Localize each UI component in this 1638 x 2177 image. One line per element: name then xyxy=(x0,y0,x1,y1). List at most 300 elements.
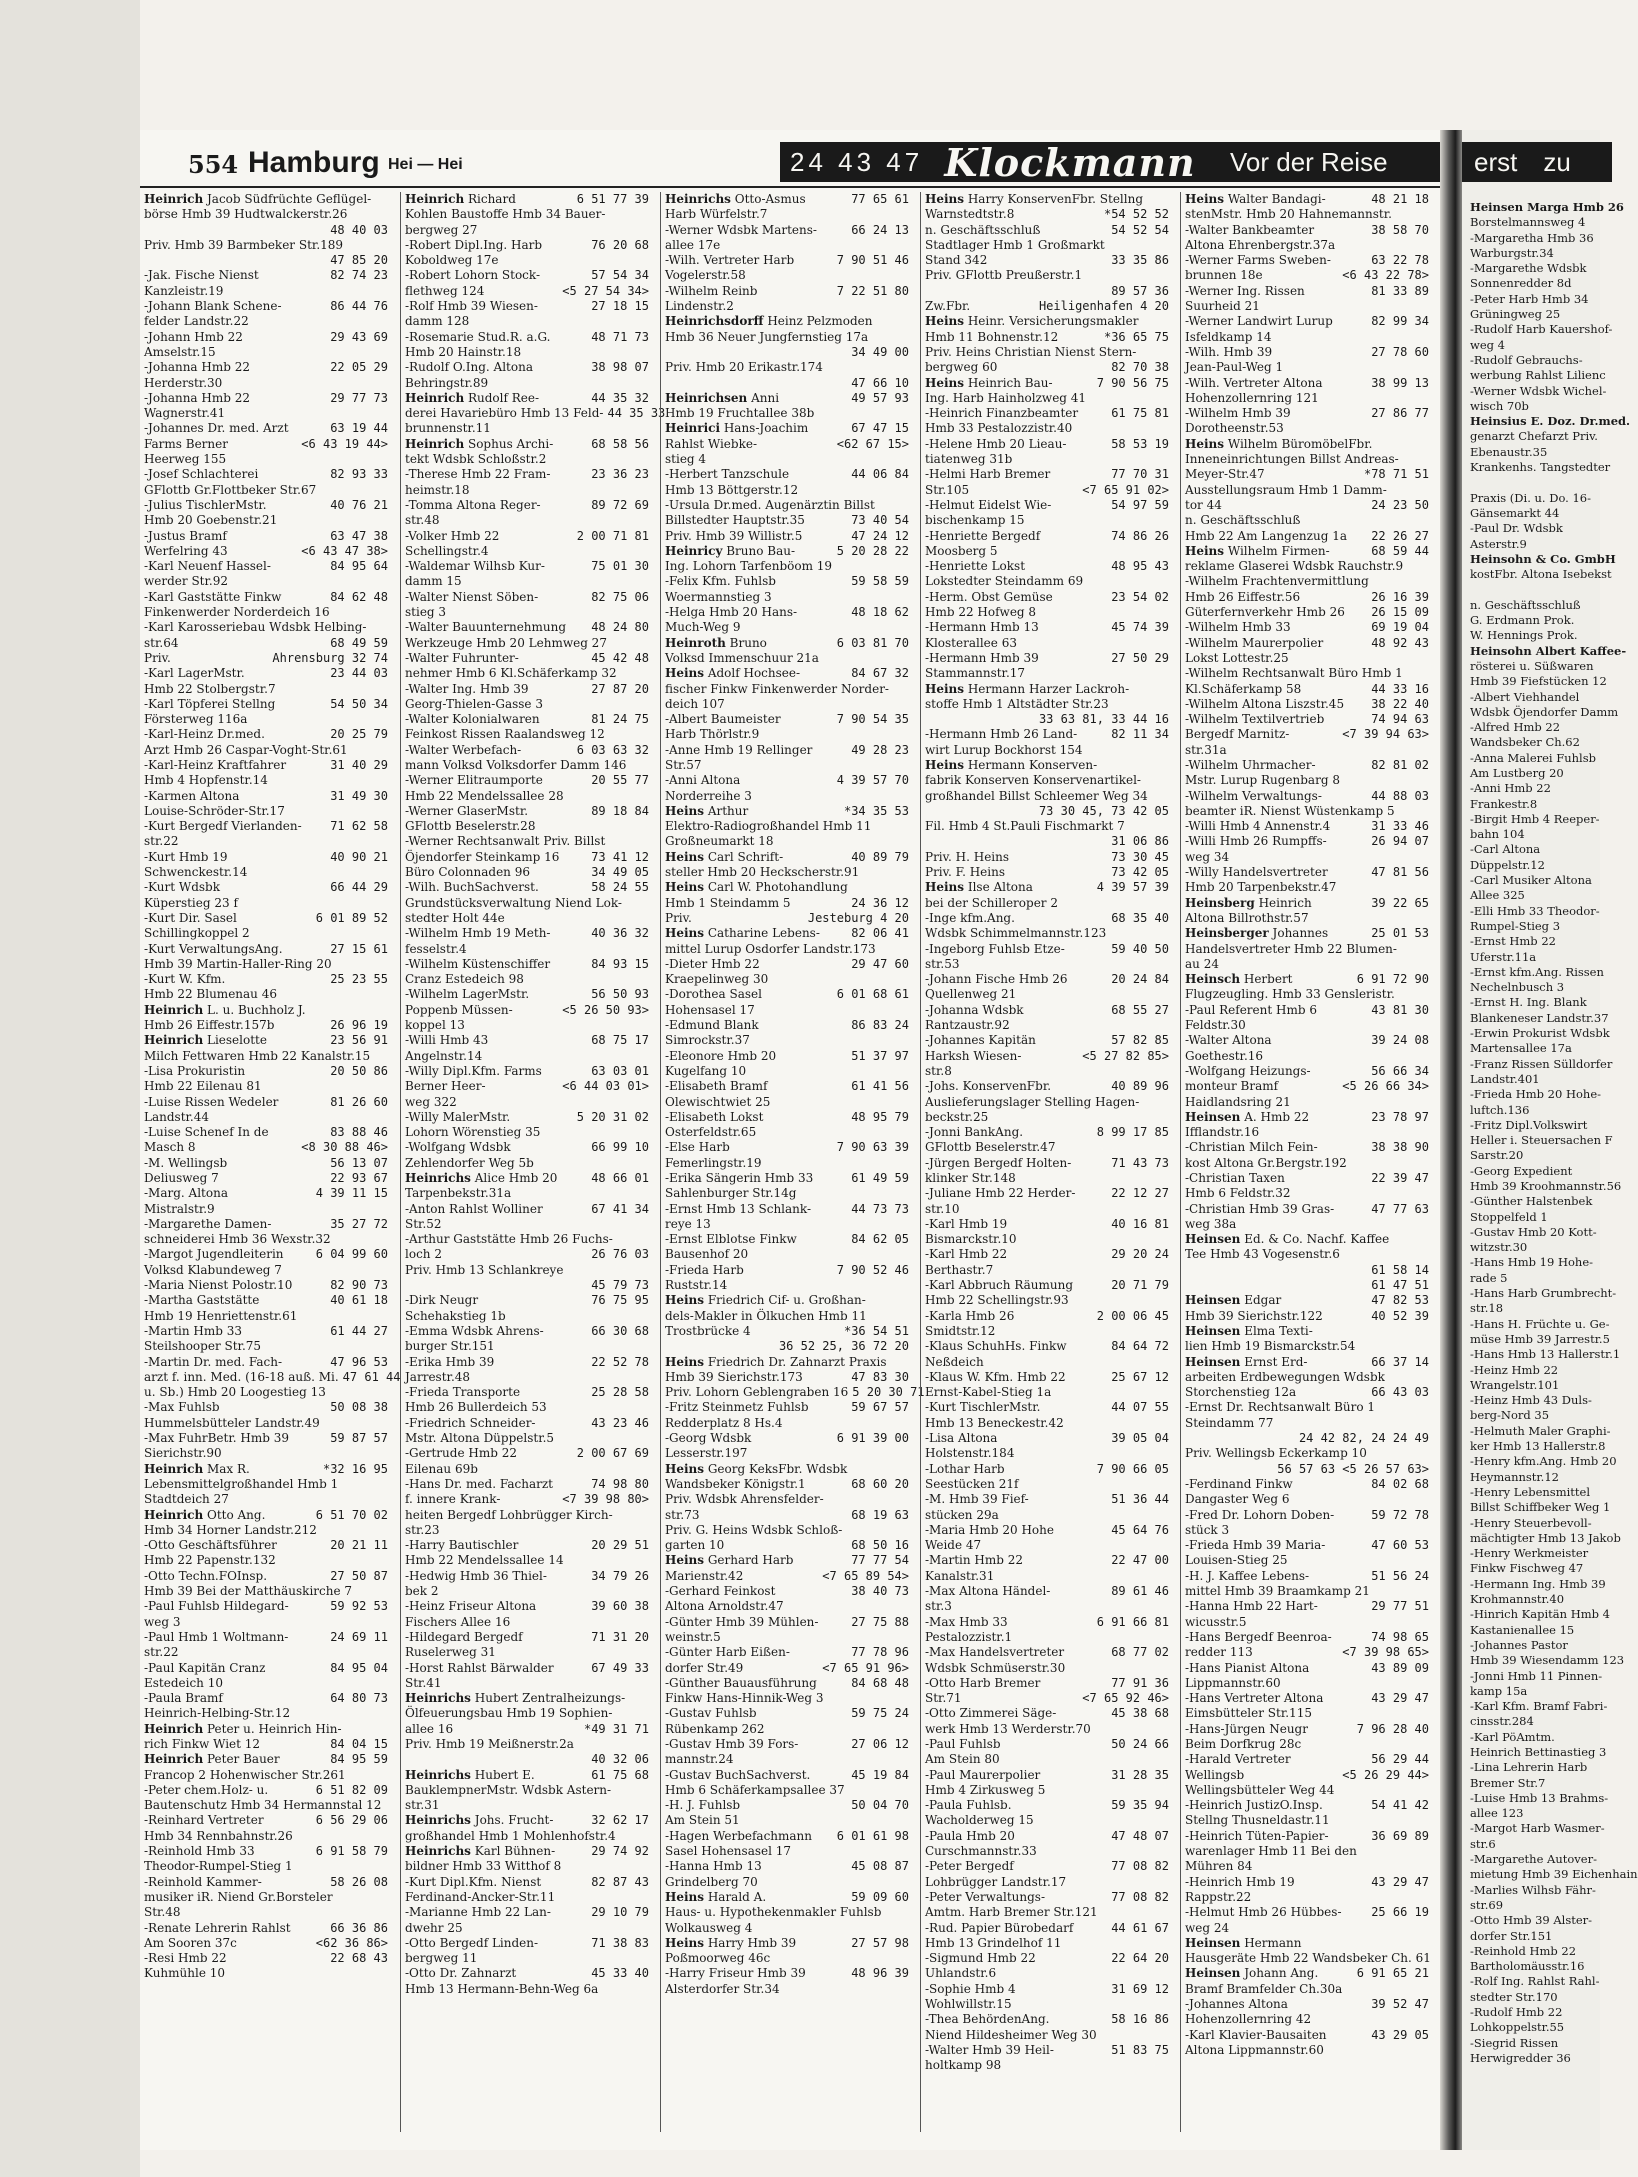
directory-entry-line xyxy=(140,1400,390,1415)
directory-entry-line xyxy=(140,1064,390,1079)
phone-number: 71 31 20 xyxy=(591,1629,649,1644)
next-page-line: Nechelnbusch 3 xyxy=(1470,980,1565,995)
phone-number: 31 28 35 xyxy=(1111,1767,1169,1782)
entry-text: -Werner Ing. Rissen xyxy=(1185,283,1305,298)
phone-number xyxy=(1425,880,1429,895)
phone-number: 7 96 28 40 xyxy=(1356,1721,1429,1736)
phone-number xyxy=(1165,1477,1169,1492)
phone-number xyxy=(1165,636,1169,651)
entry-text: -Sigmund Hmb 22 xyxy=(925,1951,1036,1966)
entry-text: -Ingeborg Fuhlsb Etze- xyxy=(925,941,1065,956)
directory-entry-line xyxy=(401,1691,651,1706)
entry-text: Hmb 20 Tarpenbekstr.47 xyxy=(1185,880,1337,895)
phone-number xyxy=(1165,1997,1169,2012)
entry-text: Hmb 36 Neuer Jungfernstieg 17a xyxy=(665,329,869,344)
phone-number: *49 31 71 xyxy=(583,1721,649,1736)
phone-number xyxy=(905,1630,909,1645)
phone-number xyxy=(384,574,388,589)
banner-slogan: Vor der Reise xyxy=(1230,146,1388,177)
entry-text: -Wilhelm LagerMstr. xyxy=(405,987,530,1002)
directory-entry-line xyxy=(921,1293,1171,1308)
phone-number: 63 47 38 xyxy=(330,528,388,543)
entry-text: Kanzleistr.19 xyxy=(144,283,224,298)
phone-number xyxy=(905,1492,909,1507)
directory-entry-line xyxy=(401,1890,651,1905)
entry-text: Heinrich Richard xyxy=(405,192,516,206)
phone-number: <5 26 66 34> xyxy=(1342,1079,1429,1094)
directory-entry-line xyxy=(661,1018,911,1033)
phone-number xyxy=(1431,1951,1435,1966)
directory-entry-line xyxy=(401,727,651,742)
entry-text: Altona Lippmannstr.60 xyxy=(1185,2042,1324,2057)
phone-number: 6 01 61 98 xyxy=(836,1828,909,1843)
directory-entry-line xyxy=(921,1966,1171,1981)
phone-number xyxy=(1165,819,1169,834)
phone-number xyxy=(1165,2058,1169,2073)
next-page-line: -Hans Harb Grumbrecht- xyxy=(1470,1286,1617,1301)
phone-number: 2 00 06 45 xyxy=(1096,1308,1169,1323)
phone-number xyxy=(1425,1247,1429,1262)
directory-entry-line xyxy=(140,1859,390,1874)
directory-entry-line xyxy=(1181,1538,1431,1553)
directory-entry-line xyxy=(401,192,651,207)
directory-entry-line xyxy=(1181,2012,1431,2027)
phone-number xyxy=(645,834,649,849)
column-3 xyxy=(660,192,925,2132)
directory-entry-line xyxy=(661,1538,911,1553)
entry-text: Rübenkamp 262 xyxy=(665,1721,765,1736)
entry-text: -Johannes Altona xyxy=(1185,1997,1288,2012)
directory-entry-line xyxy=(401,682,651,697)
entry-text: -Harald Vertreter xyxy=(1185,1752,1291,1767)
entry-text: Schellingstr.4 xyxy=(405,543,489,558)
entry-text: Hmb 22 Am Langenzug 1a xyxy=(1185,528,1347,543)
phone-number: <8 30 88 46> xyxy=(301,1140,388,1155)
phone-number xyxy=(645,697,649,712)
entry-text: Lokstedter Steindamm 69 xyxy=(925,574,1084,589)
entry-text: -Karl Neuenf Hassel- xyxy=(144,559,271,574)
entry-text: Grindelberg 70 xyxy=(665,1874,758,1889)
entry-text: Ölfeuerungsbau Hmb 19 Sophien- xyxy=(405,1706,613,1721)
directory-entry-line xyxy=(1181,605,1431,620)
directory-entry-line xyxy=(1181,314,1431,329)
phone-number xyxy=(384,1385,388,1400)
phone-number xyxy=(905,406,909,421)
directory-entry-line xyxy=(661,238,911,253)
directory-entry-line xyxy=(140,544,390,559)
entry-text: -Hermann Hmb 39 xyxy=(925,650,1039,665)
entry-text: Mühren 84 xyxy=(1185,1859,1253,1874)
entry-text: Priv. Hmb 39 Barmbeker Str.189 xyxy=(144,237,344,252)
entry-text: Priv. Hmb 13 Schlankreye xyxy=(405,1262,564,1277)
phone-number xyxy=(645,1859,649,1874)
phone-number: 68 49 59 xyxy=(330,635,388,650)
entry-text: redder 113 xyxy=(1185,1645,1253,1660)
directory-entry-line xyxy=(140,223,390,238)
entry-text: Steilshooper Str.75 xyxy=(144,1339,262,1354)
next-page-line: -Hans Hmb 19 Hohe- xyxy=(1470,1255,1594,1270)
directory-entry-line xyxy=(661,284,911,299)
phone-number xyxy=(384,314,388,329)
directory-entry-line xyxy=(1181,1370,1431,1385)
phone-number: 66 44 29 xyxy=(330,880,388,895)
entry-text: -Kurt VerwaltungsAng. xyxy=(144,941,283,956)
phone-number xyxy=(645,207,649,222)
directory-entry-line xyxy=(140,1783,390,1798)
entry-text: -Wolfgang Wdsbk xyxy=(405,1140,511,1155)
phone-number: *36 65 75 xyxy=(1103,329,1169,344)
next-page-line: Billst Schiffbeker Weg 1 xyxy=(1470,1500,1611,1515)
entry-text: Hmb 26 Eiffestr.56 xyxy=(1185,589,1301,604)
directory-entry-line xyxy=(1181,1232,1431,1247)
directory-entry-line xyxy=(661,574,911,589)
phone-number xyxy=(384,1706,388,1721)
phone-number xyxy=(1165,896,1169,911)
directory-entry-line xyxy=(921,559,1171,574)
entry-text: -Reinhard Vertreter xyxy=(144,1813,264,1828)
phone-number xyxy=(1165,1263,1169,1278)
directory-entry-line xyxy=(661,1905,911,1920)
directory-entry-line xyxy=(140,1309,390,1324)
entry-range: Hei — Hei xyxy=(388,156,463,173)
phone-number xyxy=(1165,192,1169,207)
directory-entry-line xyxy=(401,1921,651,1936)
entry-text: -Karl-Heinz Dr.med. xyxy=(144,727,265,742)
entry-text: -Robert Lohorn Stock- xyxy=(405,268,540,283)
entry-text: Rappstr.22 xyxy=(1185,1889,1252,1904)
directory-entry-line xyxy=(921,1477,1171,1492)
entry-text: -Frieda Hmb 39 Maria- xyxy=(1185,1538,1326,1553)
directory-entry-line xyxy=(1181,636,1431,651)
entry-text: Hmb 22 Blumenau 46 xyxy=(144,987,277,1002)
phone-number: 7 90 66 05 xyxy=(1096,1461,1169,1476)
directory-entry-line xyxy=(921,1783,1171,1798)
phone-number xyxy=(645,1645,649,1660)
directory-entry-line xyxy=(921,299,1171,314)
entry-text: Priv. Hmb 20 Erikastr.174 xyxy=(665,360,823,375)
next-page-line: Heinsius E. Doz. Dr.med. xyxy=(1470,414,1631,429)
phone-number xyxy=(905,727,909,742)
phone-number xyxy=(905,1278,909,1293)
directory-entry-line xyxy=(140,1492,390,1507)
phone-number xyxy=(645,1125,649,1140)
directory-entry-line xyxy=(921,1829,1171,1844)
entry-text: -M. Wellingsb xyxy=(144,1155,228,1170)
entry-text: -Rud. Papier Bürobedarf xyxy=(925,1920,1074,1935)
phone-number xyxy=(905,819,909,834)
phone-number xyxy=(905,1599,909,1614)
entry-text: -Wilhelm Uhrmacher- xyxy=(1185,757,1316,772)
phone-number xyxy=(905,559,909,574)
directory-entry-line xyxy=(661,712,911,727)
entry-text: -Henriette Bergedf xyxy=(925,528,1041,543)
entry-text: Lokst Lottestr.25 xyxy=(1185,650,1289,665)
directory-entry-line xyxy=(1181,1783,1431,1798)
phone-number xyxy=(384,1202,388,1217)
entry-text: -Karl Hmb 22 xyxy=(925,1247,1008,1262)
next-page-line: -Helmuth Maler Graphi- xyxy=(1470,1423,1611,1438)
directory-entry-line xyxy=(921,345,1171,360)
entry-text: -Paula Fuhlsb. xyxy=(925,1798,1012,1813)
directory-entry-line xyxy=(140,1966,390,1981)
phone-number: 74 86 26 xyxy=(1111,528,1169,543)
next-page-line: mächtigter Hmb 13 Jakob xyxy=(1470,1530,1621,1545)
phone-number xyxy=(1165,345,1169,360)
entry-text: Werfelring 43 xyxy=(144,543,228,558)
directory-entry-line xyxy=(1181,1615,1431,1630)
directory-entry-line xyxy=(661,896,911,911)
next-banner-right: zu xyxy=(1543,146,1571,177)
directory-entry-line xyxy=(401,1844,651,1859)
phone-number xyxy=(1425,1339,1429,1354)
phone-number xyxy=(1165,1752,1169,1767)
phone-number: 47 85 20 xyxy=(330,253,388,268)
directory-entry-line xyxy=(140,926,390,941)
phone-number xyxy=(1165,1232,1169,1247)
directory-entry-line xyxy=(921,1400,1171,1415)
phone-number xyxy=(645,1523,649,1538)
directory-entry-line xyxy=(921,1844,1171,1859)
entry-text: Heins Gerhard Harb xyxy=(665,1553,794,1568)
phone-number: 24 69 11 xyxy=(330,1629,388,1644)
phone-number: 26 94 07 xyxy=(1371,834,1429,849)
entry-text: -Wolfgang Heizungs- xyxy=(1185,1063,1311,1078)
directory-entry-line xyxy=(401,1768,651,1783)
entry-text: brunnenstr.11 xyxy=(405,421,491,436)
phone-number: 39 22 65 xyxy=(1371,895,1429,910)
phone-number xyxy=(1425,1156,1429,1171)
phone-number xyxy=(1425,1553,1429,1568)
entry-text: str.22 xyxy=(144,1645,179,1660)
entry-text: -Wilhelm Verwaltungs- xyxy=(1185,788,1322,803)
directory-entry-line xyxy=(1181,1599,1431,1614)
entry-text: Hmb 26 Bullerdeich 53 xyxy=(405,1400,547,1415)
phone-number: 48 24 80 xyxy=(591,620,649,635)
entry-text: -Heinrich Hmb 19 xyxy=(1185,1874,1295,1889)
directory-entry-line xyxy=(140,284,390,299)
entry-text: arzt f. inn. Med. (16-18 auß. Mi. xyxy=(144,1369,339,1384)
phone-number xyxy=(384,1110,388,1125)
directory-entry-line xyxy=(401,437,651,452)
directory-entry-line xyxy=(661,544,911,559)
phone-number: 31 06 86 xyxy=(1111,834,1169,849)
directory-entry-line xyxy=(921,942,1171,957)
next-page-line: Grüningweg 25 xyxy=(1470,307,1561,322)
entry-text: stück 3 xyxy=(1185,1522,1230,1537)
phone-number: 75 01 30 xyxy=(591,559,649,574)
entry-text: str.10 xyxy=(925,1201,960,1216)
phone-number: 67 41 34 xyxy=(591,1201,649,1216)
phone-number xyxy=(1165,268,1169,283)
phone-number: 84 95 64 xyxy=(330,559,388,574)
entry-text: -Helene Hmb 20 Lieau- xyxy=(925,436,1067,451)
directory-entry-line xyxy=(661,1615,911,1630)
entry-text: -Hermann Hmb 13 xyxy=(925,620,1039,635)
phone-number xyxy=(1425,1492,1429,1507)
entry-text: -Dirk Neugr xyxy=(405,1293,479,1308)
directory-entry-line xyxy=(1181,1202,1431,1217)
directory-entry-line xyxy=(921,773,1171,788)
phone-number: 40 16 81 xyxy=(1111,1216,1169,1231)
directory-entry-line xyxy=(140,1202,390,1217)
entry-text: -Willy Handelsvertreter xyxy=(1185,865,1328,880)
phone-number xyxy=(1165,1905,1169,1920)
directory-entry-line xyxy=(1181,850,1431,865)
entry-text: loch 2 xyxy=(405,1247,442,1262)
directory-entry-line xyxy=(921,1064,1171,1079)
phone-number: 77 70 31 xyxy=(1111,467,1169,482)
directory-entry-line xyxy=(1181,1982,1431,1997)
entry-text: Woermannstieg 3 xyxy=(665,589,772,604)
phone-number xyxy=(384,834,388,849)
entry-text: Heinrichsen Anni xyxy=(665,390,780,405)
directory-entry-line xyxy=(401,529,651,544)
phone-number xyxy=(1165,574,1169,589)
entry-text: -Kurt Hmb 19 xyxy=(144,849,228,864)
entry-text: -Max Hmb 33 xyxy=(925,1614,1008,1629)
phone-number xyxy=(384,406,388,421)
phone-number xyxy=(384,1905,388,1920)
phone-number: 61 44 27 xyxy=(330,1323,388,1338)
phone-number xyxy=(905,1247,909,1262)
phone-number: 32 62 17 xyxy=(591,1813,649,1828)
entry-text: Tarpenbekstr.31a xyxy=(405,1186,512,1201)
phone-number xyxy=(645,896,649,911)
entry-text: Goethestr.16 xyxy=(1185,1048,1264,1063)
entry-text: Heins Catharine Lebens- xyxy=(665,926,820,941)
directory-entry-line xyxy=(140,574,390,589)
phone-number xyxy=(905,498,909,513)
phone-number xyxy=(1165,1661,1169,1676)
entry-text: -Martin Hmb 33 xyxy=(144,1323,243,1338)
entry-text: Güterfernverkehr Hmb 26 xyxy=(1185,605,1345,620)
phone-number xyxy=(905,483,909,498)
phone-number: 47 82 53 xyxy=(1371,1293,1429,1308)
entry-text: Stellng Thusneldastr.11 xyxy=(1185,1813,1330,1828)
phone-number xyxy=(645,345,649,360)
phone-number: 66 37 14 xyxy=(1371,1354,1429,1369)
phone-number: 29 43 69 xyxy=(330,329,388,344)
phone-number xyxy=(384,1477,388,1492)
directory-entry-line xyxy=(140,1569,390,1584)
entry-text: Heinrich Peter Bauer xyxy=(144,1752,280,1767)
entry-text: klinker Str.148 xyxy=(925,1171,1016,1185)
entry-text: Dangaster Weg 6 xyxy=(1185,1492,1290,1507)
directory-entry-line xyxy=(140,1431,390,1446)
phone-number: 27 18 15 xyxy=(591,299,649,314)
directory-entry-line xyxy=(921,590,1171,605)
phone-number xyxy=(905,360,909,375)
next-page-line: rade 5 xyxy=(1470,1270,1508,1285)
directory-entry-line xyxy=(1181,697,1431,712)
phone-number xyxy=(1425,559,1429,574)
entry-text: -Kurt Bergedf Vierlanden- xyxy=(144,819,302,834)
directory-entry-line xyxy=(401,1278,651,1293)
directory-entry-line xyxy=(1181,1737,1431,1752)
phone-number: 38 22 40 xyxy=(1371,696,1429,711)
entry-text: -Otto Bergedf Linden- xyxy=(405,1935,539,1950)
entry-text: -Helmut Hmb 26 Hübbes- xyxy=(1185,1905,1342,1920)
phone-number: 56 50 93 xyxy=(591,987,649,1002)
phone-number: 43 23 46 xyxy=(591,1415,649,1430)
phone-number xyxy=(1425,513,1429,528)
directory-entry-line xyxy=(140,911,390,926)
directory-entry-line xyxy=(401,743,651,758)
phone-number: 61 47 51 xyxy=(1371,1278,1429,1293)
phone-number xyxy=(1425,1844,1429,1859)
entry-text: Wandsbeker Königstr.1 xyxy=(665,1476,806,1491)
phone-number: 29 10 79 xyxy=(591,1905,649,1920)
directory-entry-line xyxy=(661,1247,911,1262)
directory-entry-line xyxy=(661,268,911,283)
entry-text: Heins Georg KeksFbr. Wdsbk xyxy=(665,1461,848,1476)
phone-number xyxy=(1425,1186,1429,1201)
phone-number: <7 39 98 65> xyxy=(1342,1645,1429,1660)
directory-entry-line xyxy=(401,1645,651,1660)
phone-number xyxy=(905,207,909,222)
entry-text: werk Hmb 13 Werderstr.70 xyxy=(925,1721,1091,1736)
directory-entry-line xyxy=(140,1737,390,1752)
directory-entry-line xyxy=(1181,376,1431,391)
phone-number: 44 61 67 xyxy=(1111,1920,1169,1935)
phone-number: 81 33 89 xyxy=(1371,283,1429,298)
phone-number xyxy=(1425,2012,1429,2027)
phone-number: 27 15 61 xyxy=(330,941,388,956)
phone-number xyxy=(384,773,388,788)
phone-number: 56 57 63 <5 26 57 63> xyxy=(1277,1461,1429,1476)
phone-number: 66 24 13 xyxy=(851,222,909,237)
phone-number: 39 52 47 xyxy=(1371,1997,1429,2012)
entry-text: -Ernst Elblotse Finkw xyxy=(665,1232,797,1247)
phone-number: 6 91 72 90 xyxy=(1356,972,1429,987)
entry-text: -Harry Friseur Hmb 39 xyxy=(665,1966,806,1981)
next-page-line: W. Hennings Prok. xyxy=(1470,628,1578,643)
directory-entry-line xyxy=(661,1630,911,1645)
entry-text: -Lisa Altona xyxy=(925,1431,998,1446)
entry-text: Hmb 39 Martin-Haller-Ring 20 xyxy=(144,956,332,971)
phone-number xyxy=(645,513,649,528)
entry-text: Niend Hildesheimer Weg 30 xyxy=(925,2027,1097,2042)
entry-text: Heinsen Edgar xyxy=(1185,1293,1282,1308)
phone-number: 68 77 02 xyxy=(1111,1645,1169,1660)
entry-text: -Karl Abbruch Räumung xyxy=(925,1278,1074,1293)
entry-text: -Heinrich Tüten-Papier- xyxy=(1185,1828,1329,1843)
entry-text: Hmb 22 Hofweg 8 xyxy=(925,605,1037,620)
entry-text: Berner Heer- xyxy=(405,1079,486,1094)
directory-entry-line xyxy=(140,207,390,222)
directory-entry-line xyxy=(140,1186,390,1201)
entry-text: -Else Harb xyxy=(665,1140,730,1155)
entry-text: Hmb 13 Hermann-Behn-Weg 6a xyxy=(405,1981,599,1996)
directory-entry-line xyxy=(1181,1997,1431,2012)
next-page-line: Wandsbeker Ch.62 xyxy=(1470,735,1580,750)
next-page-line: Heinsohn & Co. GmbH xyxy=(1470,551,1616,566)
directory-entry-line xyxy=(661,804,911,819)
entry-text: -Hermann Hmb 26 Land- xyxy=(925,727,1078,742)
directory-entry-line xyxy=(921,712,1171,727)
phone-number xyxy=(1165,1813,1169,1828)
next-page-line: Sonnenredder 8d xyxy=(1470,276,1572,291)
entry-text: Hmb 6 Schäferkampsallee 37 xyxy=(665,1782,845,1797)
entry-text: -Erika Hmb 39 xyxy=(405,1354,495,1369)
directory-entry-line xyxy=(401,1936,651,1951)
next-page-line: -Werner Wdsbk Wichel- xyxy=(1470,383,1607,398)
phone-number: 22 52 78 xyxy=(591,1354,649,1369)
directory-entry-line xyxy=(661,1446,911,1461)
directory-entry-line xyxy=(661,1966,911,1981)
phone-number xyxy=(645,1156,649,1171)
directory-entry-line xyxy=(921,360,1171,375)
